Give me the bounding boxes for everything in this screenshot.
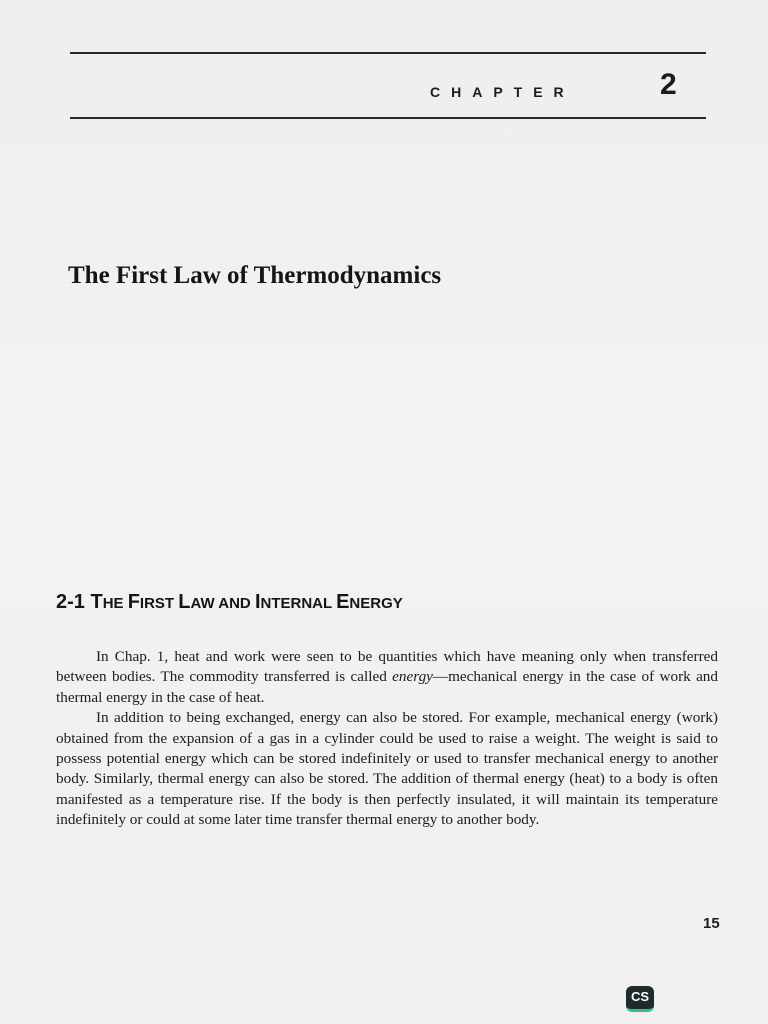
top-rule xyxy=(70,52,706,54)
section-title xyxy=(90,591,402,613)
section-title-part: E xyxy=(336,591,350,613)
paragraph-text: In addition to being exchanged, energy can also be stored. For example, mechanical energy (work) obtained from the expansion of a gas in a cylinder could be used to raise a weight. The weight is said to possess potential energy which can be stored indefinitely or used to transfer mechanical energy to another body. Similarly, thermal energy can also be stored. The addition of thermal energy (heat) to a body is often manifested as a temperature rise. If the body is then perfectly insulated, it will maintain its temperature indefinitely or could at some later time transfer thermal energy to another body. xyxy=(56,709,718,829)
chapter-number: 2 xyxy=(660,68,677,101)
paragraph-text: —mechanical energy in the case of work and thermal energy in the case of heat. xyxy=(56,668,718,706)
section-title-part: HE xyxy=(102,595,128,612)
chapter-label: CHAPTER xyxy=(430,84,575,100)
body-text xyxy=(56,647,718,831)
section-title-part: L xyxy=(178,591,191,613)
camscanner-logo-icon: CS xyxy=(626,986,654,1012)
paragraph xyxy=(56,708,718,830)
section-title-part: IRST xyxy=(139,595,179,612)
paragraph xyxy=(56,647,718,708)
show-through-text xyxy=(90,150,93,165)
section-number: 2-1 xyxy=(56,591,85,613)
emphasized-term: energy xyxy=(392,668,433,686)
section-title-part: AW AND xyxy=(190,595,255,612)
paragraph-text: In Chap. 1, heat and work were seen to be quantities which have meaning only when transferred between bodies. The commodity transferred is called xyxy=(56,648,718,686)
chapter-title: The First Law of Thermodynamics xyxy=(68,262,442,289)
section-title-part: I xyxy=(254,591,261,613)
section-title-part: F xyxy=(127,591,140,613)
section-title-part: T xyxy=(90,591,103,613)
page-number: 15 xyxy=(703,915,720,932)
chapter-rule xyxy=(70,117,706,119)
section-title-part: NERGY xyxy=(349,595,403,612)
section-heading xyxy=(56,591,403,614)
section-title-part: NTERNAL xyxy=(260,595,337,612)
